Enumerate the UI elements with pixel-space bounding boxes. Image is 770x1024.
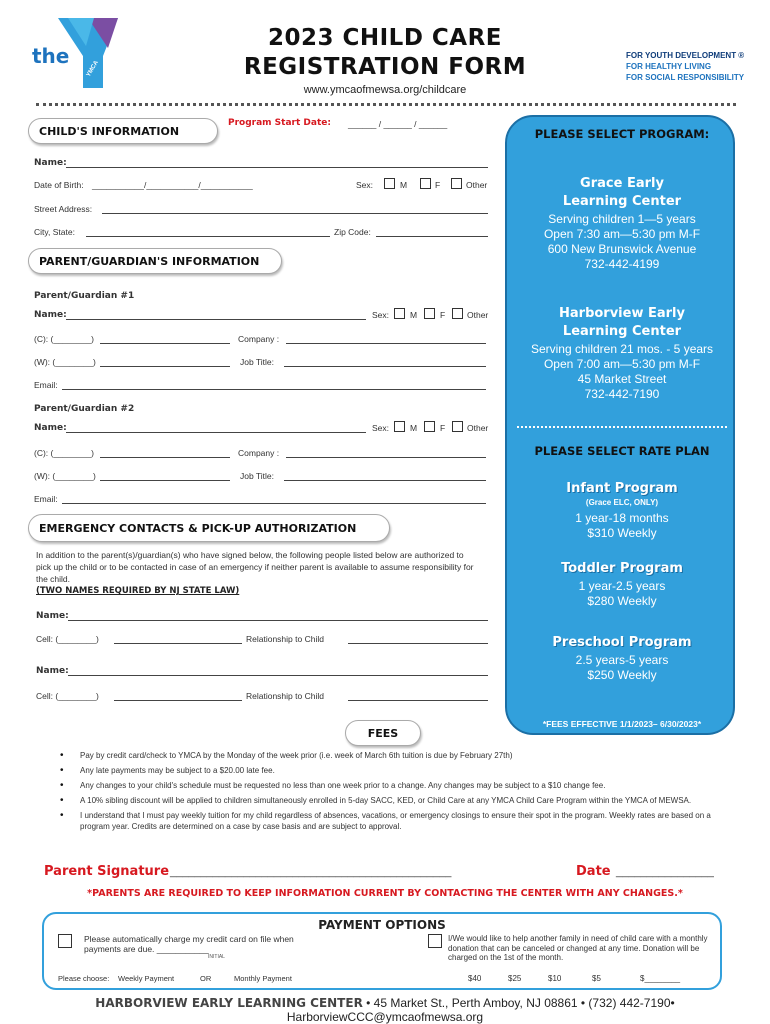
guardian1-name-field[interactable] (66, 310, 366, 320)
parents-notice: *PARENTS ARE REQUIRED TO KEEP INFORMATION CURRENT BY CONTACTING THE CENTER WITH ANY CHANGES.* (87, 888, 683, 899)
emergency2-cell-field[interactable] (114, 691, 242, 701)
guardian2-sex-f-checkbox[interactable] (424, 421, 435, 432)
auto-charge-checkbox[interactable] (58, 934, 72, 948)
parent-info-section-title: PARENT/GUARDIAN'S INFORMATION (28, 248, 282, 274)
program-selection-panel (505, 115, 735, 735)
child-zip-field[interactable] (376, 227, 488, 237)
child-city-field[interactable] (86, 227, 330, 237)
preschool-program-details: 2.5 years-5 years $250 Weekly (575, 653, 669, 682)
guardian1-sex-other-label: Other (467, 310, 489, 320)
harborview-elc-details: Serving children 21 mos. - 5 years Open 7:00 am—5:30 pm M-F 45 Market Street 732-442-7190 (530, 342, 714, 401)
choose-label: Please choose: (58, 974, 110, 983)
fee-item: • Pay by credit card/check to YMCA by the Monday of the week prior (i.e. week of March 6th tuition is due by February 27th) (60, 750, 720, 761)
guardian1-sex-f-label: F (440, 310, 446, 320)
or-label: OR (200, 974, 212, 983)
select-program-heading: PLEASE SELECT PROGRAM: (534, 127, 710, 141)
monthly-payment-option[interactable]: Monthly Payment (234, 974, 292, 983)
parent-signature-field[interactable]: ______________________________________________ (170, 866, 452, 878)
guardian2-name-field[interactable] (66, 423, 366, 433)
child-dob-label: Date of Birth: (34, 180, 84, 190)
guardian2-email-field[interactable] (62, 494, 486, 504)
guardian1-email-field[interactable] (62, 380, 486, 390)
child-sex-f-label: F (435, 180, 441, 190)
page-url: www.ymcaofmewsa.org/childcare (303, 84, 467, 96)
grace-elc-details: Serving children 1—5 years Open 7:30 am—5:30 pm M-F 600 New Brunswick Avenue 732-442-4199 (543, 212, 701, 271)
child-street-field[interactable] (102, 204, 488, 214)
fee-item: • I understand that I must pay weekly tuition for my child regardless of absences, vacations, or emergency closings to ensure their spot in the program. Weekly rates are based on a program year. Credits are determined on a case by case basis and are subject to approval. (60, 810, 720, 832)
toddler-program-name[interactable]: Toddler Program (561, 561, 683, 576)
child-sex-other-label: Other (466, 180, 488, 190)
donation-amount-25[interactable]: $25 (508, 974, 522, 983)
donation-text: I/We would like to help another family in need of child care with a monthly donation that can be canceled or changed at any time. Donation will be charged on the 1st of the month. (448, 934, 708, 962)
child-zip-label: Zip Code: (334, 227, 371, 237)
guardian1-sex-f-checkbox[interactable] (424, 308, 435, 319)
guardian2-cell-field[interactable] (100, 448, 230, 458)
guardian1-sex-label: Sex: (372, 310, 390, 320)
guardian2-heading: Parent/Guardian #2 (34, 404, 135, 414)
guardian2-work-label: (W): (________) (34, 471, 96, 481)
guardian2-company-label: Company : (238, 448, 280, 458)
guardian1-job-label: Job Title: (240, 357, 275, 367)
emergency1-relationship-field[interactable] (348, 634, 488, 644)
child-city-label: City, State: (34, 227, 75, 237)
infant-program-details: 1 year-18 months $310 Weekly (575, 511, 669, 540)
emergency1-name-label: Name: (36, 611, 69, 621)
guardian2-job-label: Job Title: (240, 471, 275, 481)
infant-program-name[interactable]: Infant Program (566, 481, 678, 496)
guardian2-company-field[interactable] (286, 448, 486, 458)
guardian2-cell-label: (C): (________) (34, 448, 95, 458)
guardian2-email-label: Email: (34, 494, 58, 504)
infant-program-note: (Grace ELC, ONLY) (585, 498, 659, 507)
guardian2-job-field[interactable] (284, 471, 486, 481)
guardian1-sex-m-checkbox[interactable] (394, 308, 405, 319)
toddler-program-details: 1 year-2.5 years $280 Weekly (578, 579, 666, 608)
emergency-required-note: (TWO NAMES REQUIRED BY NJ STATE LAW) (36, 586, 240, 596)
weekly-payment-option[interactable]: Weekly Payment (118, 974, 175, 983)
guardian1-company-field[interactable] (286, 334, 486, 344)
guardian1-heading: Parent/Guardian #1 (34, 291, 135, 301)
donation-checkbox[interactable] (428, 934, 442, 948)
fees-effective-note: *FEES EFFECTIVE 1/1/2023– 6/30/2023* (542, 719, 702, 729)
fees-list (60, 750, 720, 836)
guardian1-sex-m-label: M (410, 310, 418, 320)
emergency-section-title: EMERGENCY CONTACTS & PICK-UP AUTHORIZATION (28, 514, 390, 542)
footer-details: • 45 Market St., Perth Amboy, NJ 08861 • (732) 442-7190• HarborviewCCC@ymcaofmewsa.org (286, 996, 675, 1024)
child-name-label: Name: (34, 158, 67, 168)
emergency1-cell-field[interactable] (114, 634, 242, 644)
fee-item: • Any late payments may be subject to a $20.00 late fee. (60, 765, 720, 776)
date-field[interactable]: ________________ (616, 866, 714, 878)
program-start-label: Program Start Date: (228, 118, 331, 128)
guardian1-work-field[interactable] (100, 357, 230, 367)
initial-label: INITIAL (208, 954, 225, 960)
child-dob-field[interactable]: ___________/___________/___________ (92, 180, 253, 190)
donation-amount-5[interactable]: $5 (592, 974, 601, 983)
child-sex-m-label: M (400, 180, 408, 190)
logo-ymca-text: YMCA (85, 59, 100, 79)
guardian2-sex-f-label: F (440, 423, 446, 433)
guardian1-name-label: Name: (34, 310, 67, 320)
program-start-field[interactable]: ______ / ______ / ______ (348, 119, 448, 129)
emergency2-cell-label: Cell: (________) (36, 691, 99, 701)
header-divider (36, 103, 736, 106)
emergency1-relationship-label: Relationship to Child (246, 634, 324, 644)
payment-options-title: PAYMENT OPTIONS (318, 918, 446, 932)
guardian2-sex-other-checkbox[interactable] (452, 421, 463, 432)
emergency1-name-field[interactable] (68, 611, 488, 621)
guardian2-work-field[interactable] (100, 471, 230, 481)
preschool-program-name[interactable]: Preschool Program (552, 635, 692, 650)
fee-item: • A 10% sibling discount will be applied to children simultaneously enrolled in 5-day SACC, KED, or Child Care at any YMCA Child Care Program within the YMCA of MEWSA. (60, 795, 720, 806)
guardian2-sex-m-label: M (410, 423, 418, 433)
emergency2-relationship-label: Relationship to Child (246, 691, 324, 701)
emergency1-cell-label: Cell: (________) (36, 634, 99, 644)
guardian1-job-field[interactable] (284, 357, 486, 367)
donation-amount-40[interactable]: $40 (468, 974, 482, 983)
guardian1-work-label: (W): (________) (34, 357, 96, 367)
footer-center-name: HARBORVIEW EARLY LEARNING CENTER (95, 996, 363, 1010)
guardian1-email-label: Email: (34, 380, 58, 390)
guardian2-sex-other-label: Other (467, 423, 489, 433)
payment-options-box (42, 912, 722, 990)
emergency2-name-label: Name: (36, 666, 69, 676)
guardian1-cell-label: (C): (________) (34, 334, 95, 344)
guardian2-sex-label: Sex: (372, 423, 390, 433)
auto-charge-text: Please automatically charge my credit card on file when payments are due. ___________ (84, 934, 294, 954)
logo-the-text: the (32, 44, 70, 68)
ymca-logo (28, 18, 118, 88)
child-info-section-title: CHILD'S INFORMATION (28, 118, 218, 144)
emergency-description: In addition to the parent(s)/guardian(s) who have signed below, the following people listed below are authorized to pick up the child or to be contacted in case of an emergency if neither parent is available to assume responsibility for the child. (36, 550, 474, 584)
guardian1-company-label: Company : (238, 334, 280, 344)
guardian2-name-label: Name: (34, 423, 67, 433)
child-sex-label: Sex: (356, 180, 374, 190)
select-rate-heading: PLEASE SELECT RATE PLAN (534, 444, 710, 458)
donation-amount-other[interactable]: $________ (640, 974, 681, 983)
child-sex-m-checkbox[interactable] (384, 178, 395, 189)
fees-section-title: FEES (345, 720, 421, 746)
emergency2-relationship-field[interactable] (348, 691, 488, 701)
guardian2-sex-m-checkbox[interactable] (394, 421, 405, 432)
child-street-label: Street Address: (34, 204, 93, 214)
ymca-tagline: FOR YOUTH DEVELOPMENT ® FOR HEALTHY LIVING FOR SOCIAL RESPONSIBILITY (626, 51, 745, 82)
emergency2-name-field[interactable] (68, 666, 488, 676)
child-sex-f-checkbox[interactable] (420, 178, 431, 189)
date-label: Date (576, 864, 611, 879)
harborview-elc-name[interactable]: Harborview Early Learning Center (559, 306, 685, 339)
parent-signature-label: Parent Signature (44, 864, 170, 879)
child-sex-other-checkbox[interactable] (451, 178, 462, 189)
child-name-field[interactable] (66, 158, 488, 168)
page-title: 2023 CHILD CARE REGISTRATION FORM (243, 25, 527, 80)
guardian1-sex-other-checkbox[interactable] (452, 308, 463, 319)
donation-amount-10[interactable]: $10 (548, 974, 562, 983)
grace-elc-name[interactable]: Grace Early Learning Center (562, 176, 682, 209)
panel-divider (517, 426, 727, 428)
fee-item: • Any changes to your child's schedule must be requested no less than one week prior to a change. Any changes may be subject to a $10 change fee. (60, 780, 720, 791)
guardian1-cell-field[interactable] (100, 334, 230, 344)
footer (0, 996, 770, 1024)
